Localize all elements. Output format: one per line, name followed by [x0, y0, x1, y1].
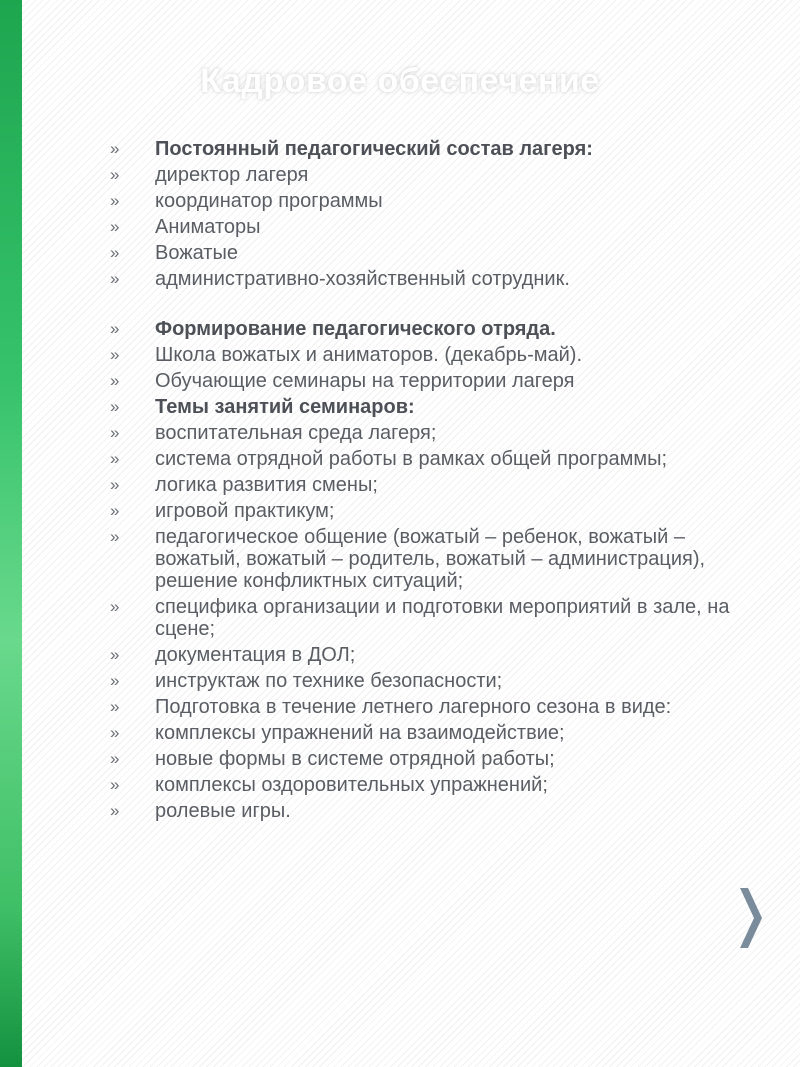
list-item — [110, 242, 760, 264]
list-item — [110, 670, 760, 692]
bullet-marker: » — [110, 801, 120, 820]
list-item-text: координатор программы — [155, 190, 383, 212]
list-item-text: комплексы упражнений на взаимодействие; — [155, 722, 565, 744]
bullet-marker: » — [110, 423, 120, 442]
green-accent-bar — [0, 0, 22, 1067]
bullet-marker: » — [110, 671, 120, 690]
slide-title: Кадровое обеспечение — [200, 62, 600, 100]
list-item-text: Обучающие семинары на территории лагеря — [155, 370, 575, 392]
bullet-marker: » — [110, 371, 120, 390]
list-item — [110, 448, 760, 470]
list-item-text: инструктаж по технике безопасности; — [155, 670, 503, 692]
bullet-marker: » — [110, 319, 120, 338]
bullet-marker: » — [110, 723, 120, 742]
list-item — [110, 596, 760, 640]
bullet-marker: » — [110, 527, 120, 546]
list-item-text: педагогическое общение (вожатый – ребенок, вожатый – вожатый, вожатый – родитель, вожатый – администрация), решение конфликтных ситуаций; — [155, 526, 706, 592]
section-staff — [110, 138, 760, 290]
list-item-text: Темы занятий семинаров: — [155, 396, 415, 418]
list-item-text: специфика организации и подготовки мероприятий в зале, на сцене; — [155, 596, 730, 640]
list-item-text: Формирование педагогического отряда. — [155, 318, 556, 340]
bullet-list — [110, 138, 760, 826]
chevron-right-icon — [736, 882, 766, 954]
list-item — [110, 344, 760, 366]
list-item-text: административно-хозяйственный сотрудник. — [155, 268, 570, 290]
list-item — [110, 318, 760, 340]
bullet-marker: » — [110, 775, 120, 794]
list-item — [110, 164, 760, 186]
bullet-marker: » — [110, 243, 120, 262]
section-gap — [110, 294, 760, 318]
bullet-marker: » — [110, 191, 120, 210]
list-item — [110, 696, 760, 718]
list-item-text: комплексы оздоровительных упражнений; — [155, 774, 548, 796]
list-item-text: Вожатые — [155, 242, 238, 264]
list-item-text: документация в ДОЛ; — [155, 644, 356, 666]
bullet-marker: » — [110, 269, 120, 288]
next-slide-button[interactable] — [736, 882, 766, 954]
list-item — [110, 138, 760, 160]
list-item — [110, 526, 760, 592]
list-item — [110, 216, 760, 238]
list-item — [110, 748, 760, 770]
list-item-text: система отрядной работы в рамках общей программы; — [155, 448, 668, 470]
list-item — [110, 190, 760, 212]
list-item-text: Аниматоры — [155, 216, 261, 238]
list-item-text: воспитательная среда лагеря; — [155, 422, 437, 444]
bullet-marker: » — [110, 697, 120, 716]
list-item — [110, 422, 760, 444]
bullet-marker: » — [110, 217, 120, 236]
bullet-marker: » — [110, 165, 120, 184]
list-item — [110, 268, 760, 290]
list-item — [110, 774, 760, 796]
bullet-marker: » — [110, 749, 120, 768]
bullet-marker: » — [110, 645, 120, 664]
list-item-text: логика развития смены; — [155, 474, 378, 496]
list-item — [110, 644, 760, 666]
list-item — [110, 500, 760, 522]
bullet-marker: » — [110, 475, 120, 494]
list-item — [110, 722, 760, 744]
bullet-marker: » — [110, 449, 120, 468]
list-item-text: директор лагеря — [155, 164, 309, 186]
list-item-text: Подготовка в течение летнего лагерного сезона в виде: — [155, 696, 672, 718]
list-item — [110, 396, 760, 418]
list-item-text: ролевые игры. — [155, 800, 291, 822]
bullet-marker: » — [110, 501, 120, 520]
bullet-marker: » — [110, 397, 120, 416]
list-item-text: игровой практикум; — [155, 500, 335, 522]
list-item-text: Постоянный педагогический состав лагеря: — [155, 138, 593, 160]
bullet-marker: » — [110, 597, 120, 616]
list-item — [110, 800, 760, 822]
list-item — [110, 370, 760, 392]
list-item-text: новые формы в системе отрядной работы; — [155, 748, 555, 770]
list-item — [110, 474, 760, 496]
bullet-marker: » — [110, 345, 120, 364]
list-item-text: Школа вожатых и аниматоров. (декабрь-май). — [155, 344, 583, 366]
section-training — [110, 318, 760, 822]
bullet-marker: » — [110, 139, 120, 158]
